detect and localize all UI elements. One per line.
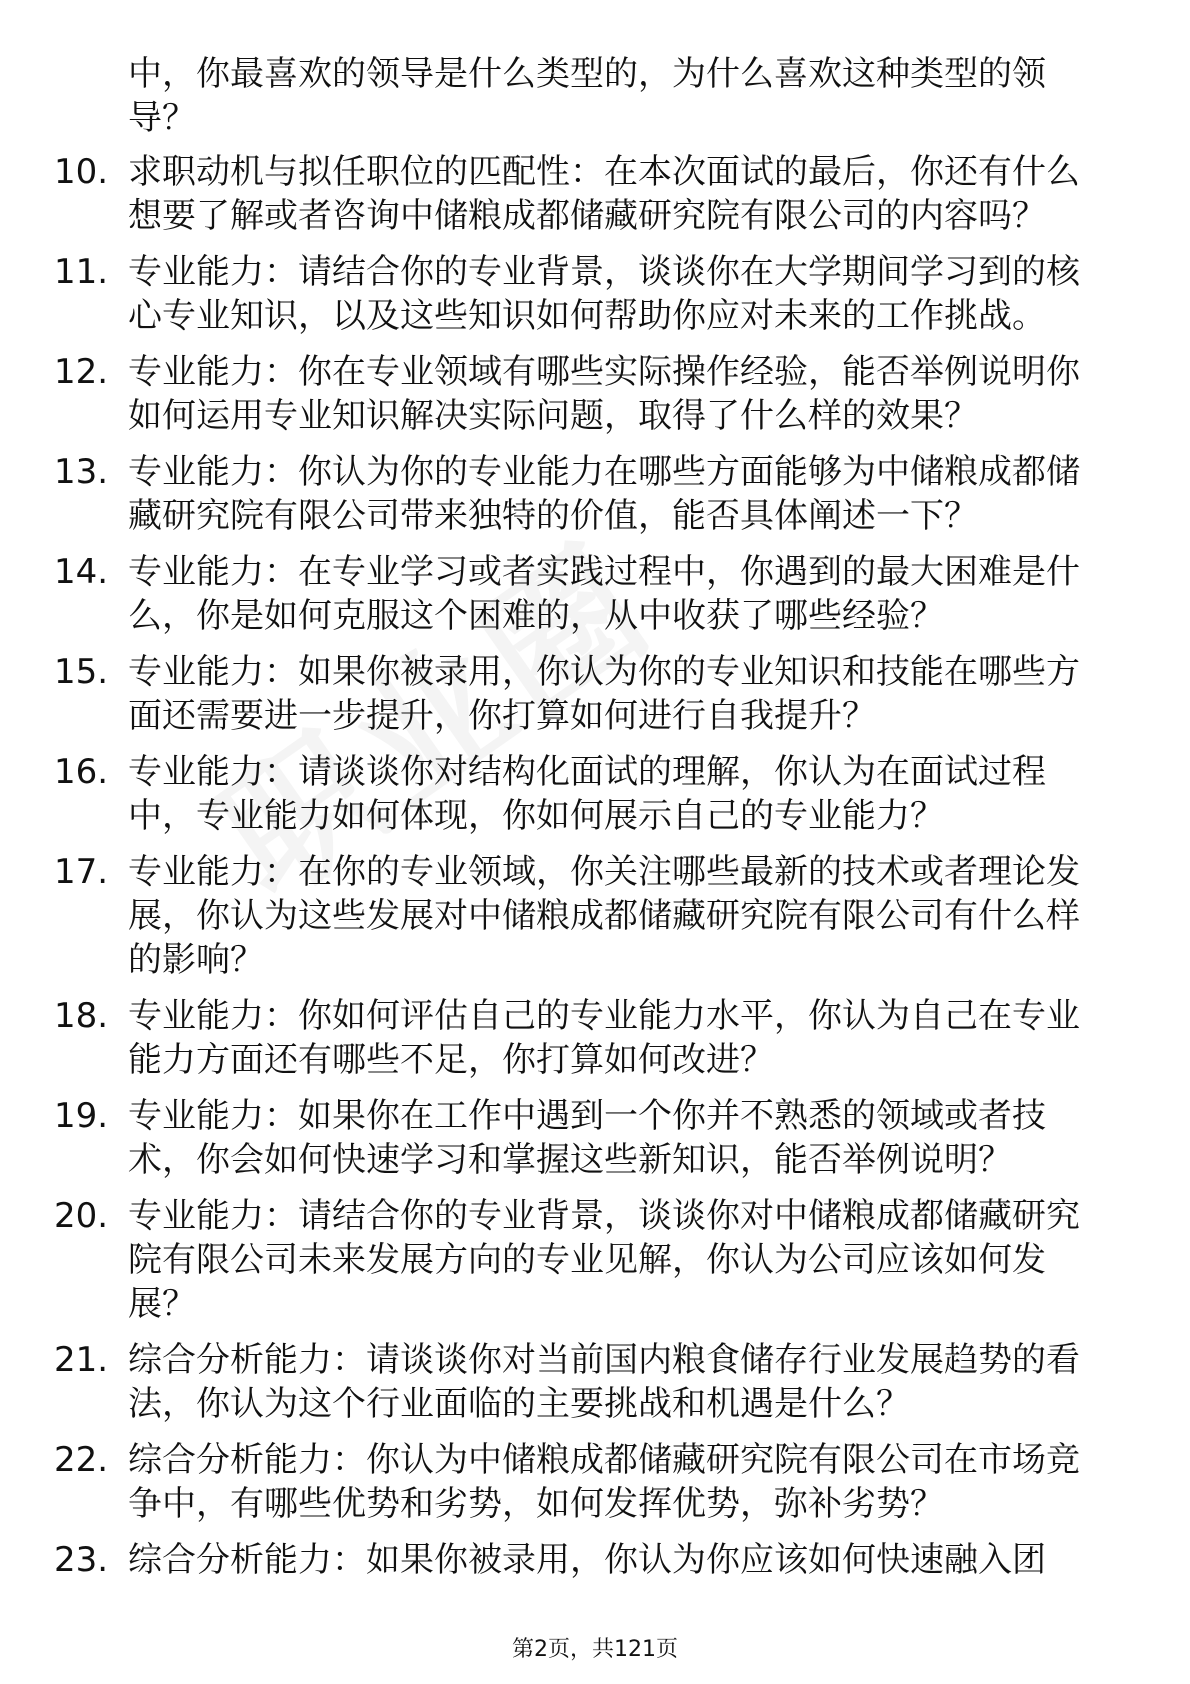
question-item — [54, 750, 1114, 838]
question-item — [54, 994, 1114, 1082]
question-number: 20. — [54, 1196, 109, 1236]
question-number: 15. — [54, 652, 109, 692]
question-number: 22. — [54, 1440, 109, 1480]
question-text: 求职动机与拟任职位的匹配性：在本次面试的最后，你还有什么想要了解或者咨询中储粮成都储藏研究院有限公司的内容吗？ — [128, 152, 1080, 236]
question-number: 21. — [54, 1340, 109, 1380]
question-item — [54, 450, 1114, 538]
question-text: 专业能力：如果你被录用，你认为你的专业知识和技能在哪些方面还需要进一步提升，你打算如何进行自我提升？ — [128, 652, 1080, 736]
question-text: 专业能力：你如何评估自己的专业能力水平，你认为自己在专业能力方面还有哪些不足，你打算如何改进？ — [128, 996, 1080, 1080]
question-number: 10. — [54, 152, 109, 192]
question-text: 综合分析能力：请谈谈你对当前国内粮食储存行业发展趋势的看法，你认为这个行业面临的主要挑战和机遇是什么？ — [128, 1340, 1080, 1424]
question-text: 综合分析能力：如果你被录用，你认为你应该如何快速融入团 — [128, 1540, 1046, 1580]
question-text: 专业能力：请结合你的专业背景，谈谈你在大学期间学习到的核心专业知识，以及这些知识如何帮助你应对未来的工作挑战。 — [128, 252, 1080, 336]
question-text: 专业能力：你在专业领域有哪些实际操作经验，能否举例说明你如何运用专业知识解决实际问题，取得了什么样的效果？ — [128, 352, 1080, 436]
question-text: 专业能力：你认为你的专业能力在哪些方面能够为中储粮成都储藏研究院有限公司带来独特的价值，能否具体阐述一下？ — [128, 452, 1080, 536]
question-number: 12. — [54, 352, 109, 392]
question-item — [54, 850, 1114, 982]
question-text: 综合分析能力：你认为中储粮成都储藏研究院有限公司在市场竞争中，有哪些优势和劣势，如何发挥优势，弥补劣势？ — [128, 1440, 1080, 1524]
question-text: 专业能力：在你的专业领域，你关注哪些最新的技术或者理论发展，你认为这些发展对中储粮成都储藏研究院有限公司有什么样的影响？ — [128, 852, 1080, 980]
question-text: 专业能力：请谈谈你对结构化面试的理解，你认为在面试过程中，专业能力如何体现，你如何展示自己的专业能力？ — [128, 752, 1046, 836]
question-number: 16. — [54, 752, 109, 792]
question-item — [54, 250, 1114, 338]
page-footer: 第2页，共121页 — [512, 1637, 678, 1662]
question-item — [54, 550, 1114, 638]
question-number: 14. — [54, 552, 109, 592]
question-item — [54, 1094, 1114, 1182]
question-item — [54, 350, 1114, 438]
question-number: 17. — [54, 852, 109, 892]
question-item — [54, 1338, 1114, 1426]
question-item — [54, 1538, 1114, 1582]
question-number: 11. — [54, 252, 109, 292]
question-number: 13. — [54, 452, 109, 492]
continuation-text: 中，你最喜欢的领导是什么类型的，为什么喜欢这种类型的领导？ — [128, 54, 1046, 138]
question-item — [54, 1438, 1114, 1526]
question-number: 23. — [54, 1540, 109, 1580]
question-text: 专业能力：如果你在工作中遇到一个你并不熟悉的领域或者技术，你会如何快速学习和掌握这些新知识，能否举例说明？ — [128, 1096, 1046, 1180]
question-number: 19. — [54, 1096, 109, 1136]
question-list — [54, 150, 1114, 1594]
question-item — [54, 650, 1114, 738]
question-text: 专业能力：在专业学习或者实践过程中，你遇到的最大困难是什么，你是如何克服这个困难的，从中收获了哪些经验？ — [128, 552, 1080, 636]
question-text: 专业能力：请结合你的专业背景，谈谈你对中储粮成都储藏研究院有限公司未来发展方向的专业见解，你认为公司应该如何发展？ — [128, 1196, 1080, 1324]
question-item — [54, 1194, 1114, 1326]
question-number: 18. — [54, 996, 109, 1036]
question-item — [54, 150, 1114, 238]
